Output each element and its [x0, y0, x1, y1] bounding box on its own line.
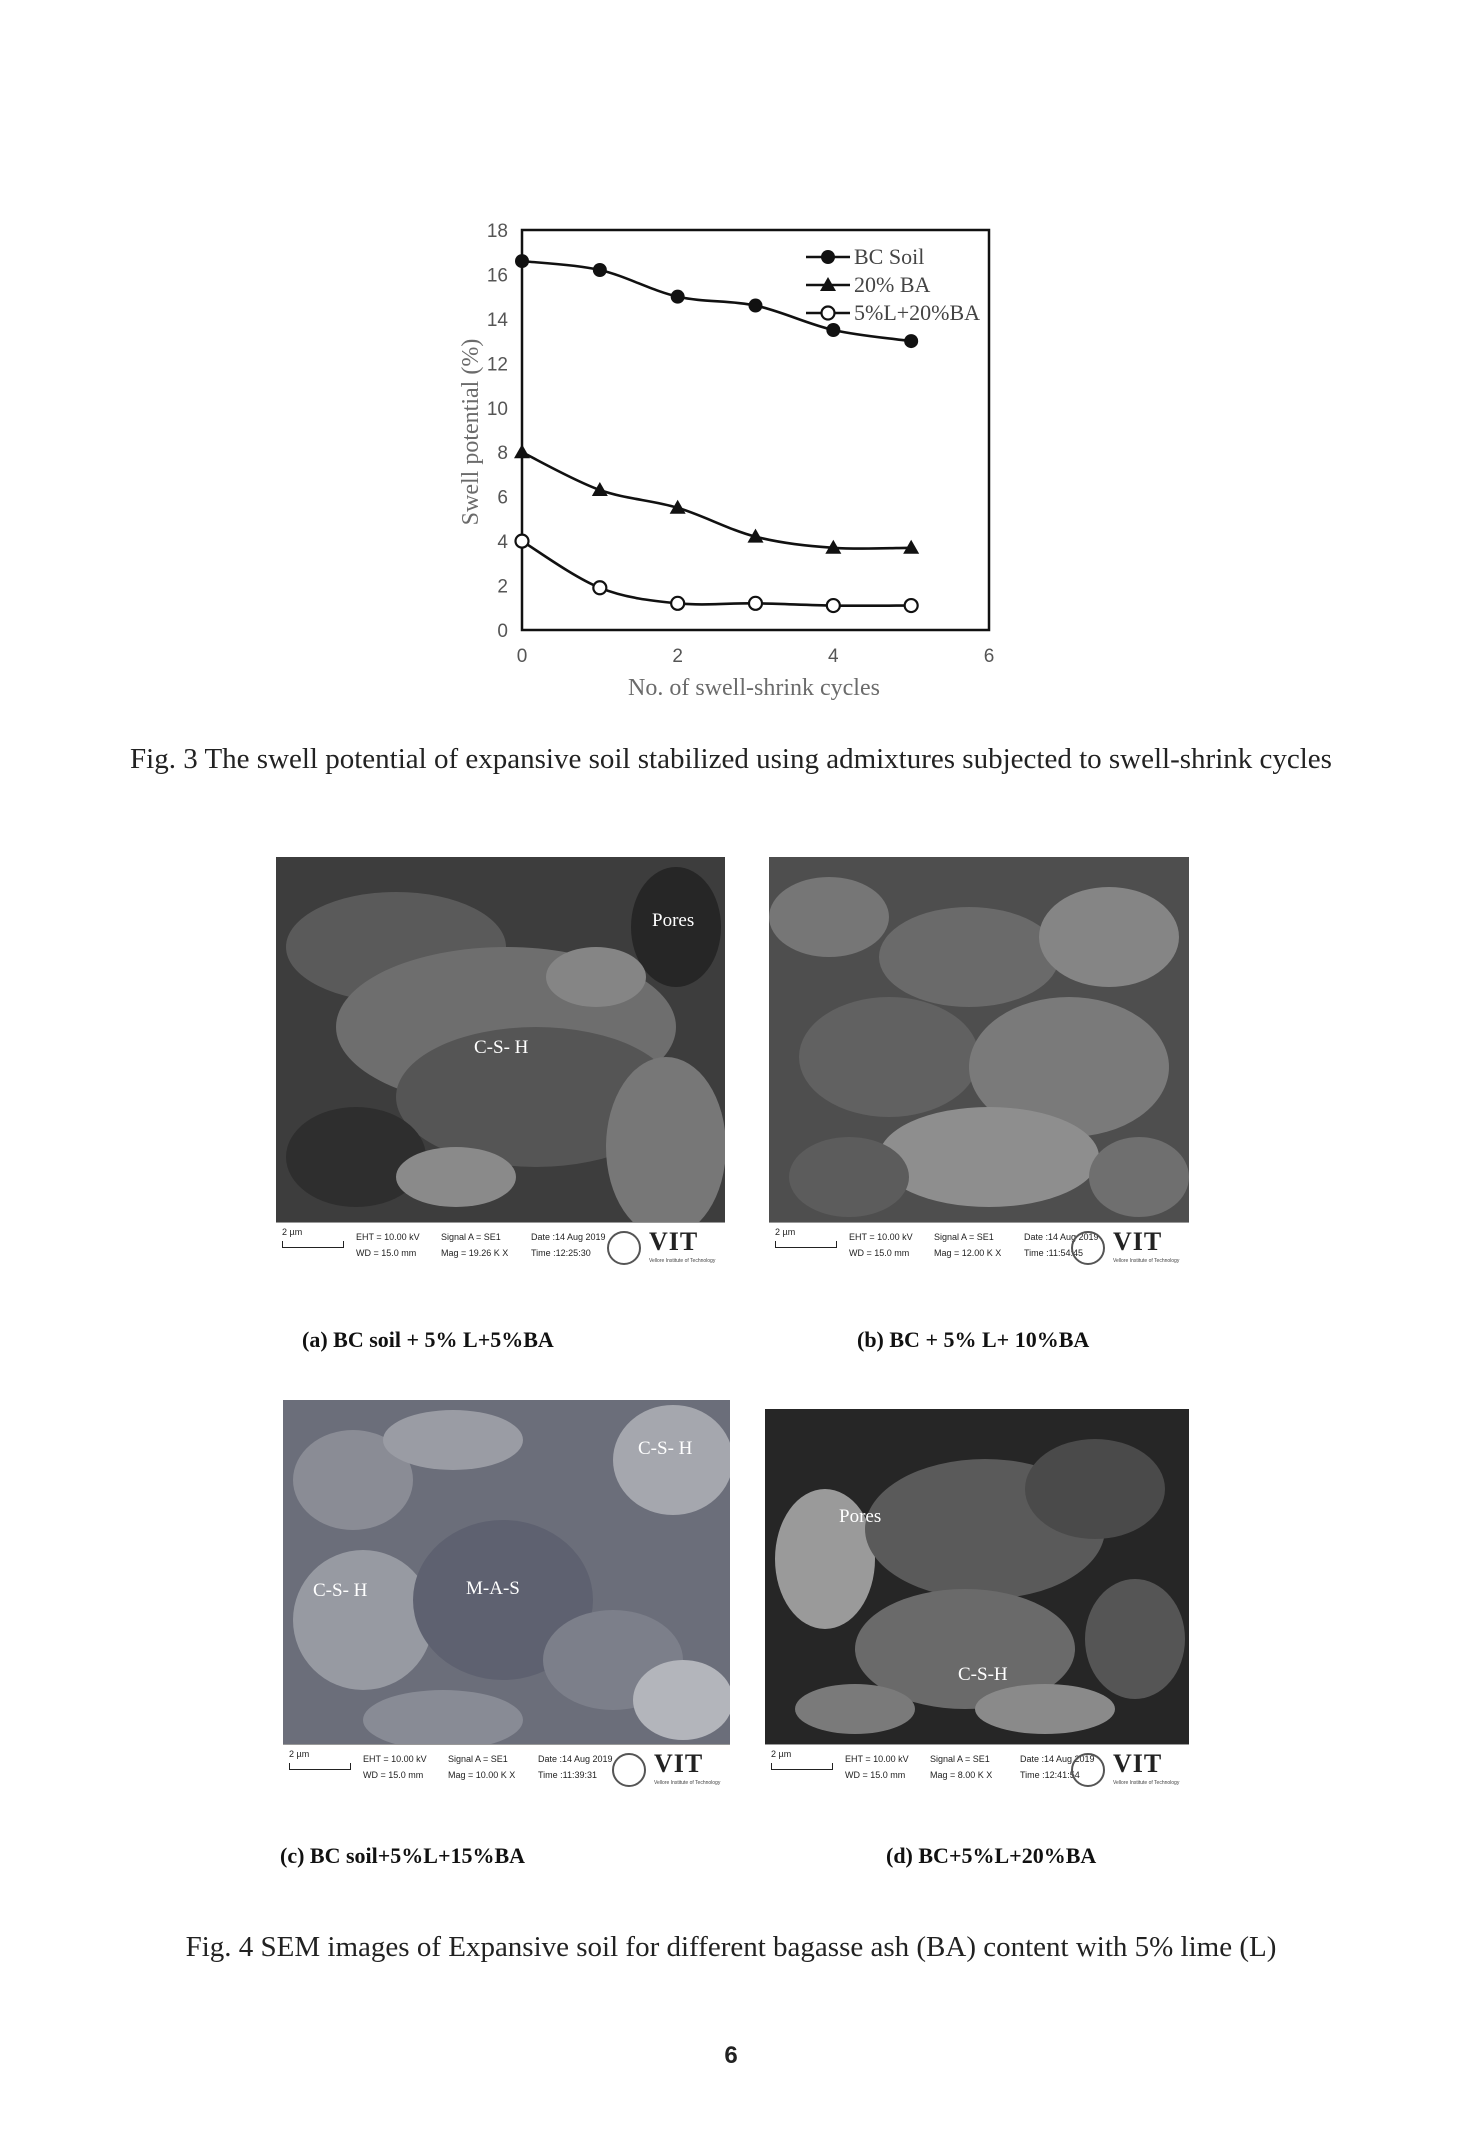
vit-logo-text: VIT: [1113, 1227, 1163, 1256]
vit-logo-subtitle: Vellore Institute of Technology: [649, 1258, 716, 1264]
seal-icon: [1071, 1231, 1105, 1265]
sem-databar-c: [283, 1744, 730, 1797]
x-tick-label: 6: [983, 646, 995, 667]
sem-image-b: [769, 857, 1189, 1275]
vit-logo-subtitle: Vellore Institute of Technology: [1113, 1258, 1180, 1264]
data-point: [749, 597, 762, 610]
scale-label: 2 µm: [282, 1227, 303, 1237]
eht-value: EHT = 10.00 kV: [849, 1232, 913, 1242]
y-tick-label: 18: [486, 221, 508, 242]
data-point: [593, 581, 606, 594]
vit-logo-subtitle: Vellore Institute of Technology: [1113, 1780, 1180, 1786]
data-point: [749, 299, 763, 313]
signal-value: Signal A = SE1: [934, 1232, 994, 1242]
data-point: [593, 263, 607, 277]
legend-label: BC Soil: [854, 244, 925, 269]
vit-logo-text: VIT: [1113, 1749, 1163, 1778]
legend-item: [806, 244, 924, 269]
wd-value: WD = 15.0 mm: [845, 1770, 906, 1780]
series-3: [516, 535, 918, 612]
time-value: Time :12:25:30: [531, 1248, 591, 1258]
y-tick-label: 16: [486, 265, 508, 287]
legend: [806, 244, 980, 325]
y-axis-title: Swell potential (%): [458, 338, 484, 526]
mag-value: Mag = 19.26 K X: [441, 1248, 509, 1258]
y-tick-label: 14: [486, 309, 508, 331]
y-tick-label: 6: [497, 487, 508, 509]
legend-marker: [822, 307, 835, 320]
scale-label: 2 µm: [289, 1749, 310, 1759]
time-value: Time :12:41:54: [1020, 1770, 1080, 1780]
mag-value: Mag = 8.00 K X: [930, 1770, 993, 1780]
vit-logo-subtitle: Vellore Institute of Technology: [654, 1780, 721, 1786]
label-csh: C-S-H: [958, 1664, 1008, 1685]
legend-item: [806, 272, 931, 297]
vit-logo: [1071, 1749, 1181, 1793]
wd-value: WD = 15.0 mm: [363, 1770, 424, 1780]
sem-texture-d: [765, 1409, 1189, 1797]
scale-bar: [282, 1241, 344, 1248]
scale-label: 2 µm: [771, 1749, 792, 1759]
label-csh: C-S- H: [474, 1037, 529, 1058]
date-value: Date :14 Aug 2019: [1024, 1232, 1099, 1242]
date-value: Date :14 Aug 2019: [1020, 1754, 1095, 1764]
time-value: Time :11:39:31: [538, 1770, 598, 1780]
series-line: [522, 452, 911, 548]
signal-value: Signal A = SE1: [930, 1754, 990, 1764]
subcaption-b: (b) BC + 5% L+ 10%BA: [857, 1327, 1090, 1352]
seal-icon: [1071, 1753, 1105, 1787]
vit-logo-text: VIT: [649, 1227, 699, 1256]
signal-value: Signal A = SE1: [441, 1232, 501, 1242]
data-point: [826, 323, 840, 337]
label-csh-top: C-S- H: [638, 1438, 693, 1459]
sem-texture-b: [769, 857, 1189, 1275]
x-tick-label: 4: [828, 646, 839, 667]
mag-value: Mag = 10.00 K X: [448, 1770, 516, 1780]
figure-4-caption: Fig. 4 SEM images of Expansive soil for different bagasse ash (BA) content with 5% lime (L): [185, 1931, 1277, 1963]
figure-3-caption: Fig. 3 The swell potential of expansive soil stabilized using admixtures subjected to swell-shrink cycles: [130, 743, 1332, 775]
wd-value: WD = 15.0 mm: [849, 1248, 910, 1258]
subcaption-c: (c) BC soil+5%L+15%BA: [280, 1843, 526, 1868]
sem-databar-b: [769, 1222, 1189, 1275]
series-2: [514, 444, 919, 554]
y-tick-label: 10: [486, 398, 508, 420]
eht-value: EHT = 10.00 kV: [845, 1754, 909, 1764]
date-value: Date :14 Aug 2019: [531, 1232, 606, 1242]
subcaption-a: (a) BC soil + 5% L+5%BA: [302, 1327, 554, 1352]
legend-label: 20% BA: [854, 272, 931, 297]
label-pores: Pores: [839, 1506, 882, 1527]
legend-label: 5%L+20%BA: [854, 300, 981, 325]
y-tick-label: 4: [497, 532, 508, 554]
data-point: [671, 597, 684, 610]
x-tick-label: 2: [672, 646, 683, 667]
data-point: [904, 334, 918, 348]
page-number: 6: [724, 2042, 738, 2069]
eht-value: EHT = 10.00 kV: [356, 1232, 420, 1242]
sem-image-c: [283, 1400, 730, 1797]
y-tick-label: 0: [497, 621, 508, 642]
scale-bar: [289, 1763, 351, 1770]
sem-databar-d: [765, 1744, 1189, 1797]
date-value: Date :14 Aug 2019: [538, 1754, 613, 1764]
vit-logo: [607, 1227, 717, 1271]
y-tick-label: 2: [497, 576, 508, 598]
eht-value: EHT = 10.00 kV: [363, 1754, 427, 1764]
y-tick-label: 12: [486, 354, 508, 376]
scale-label: 2 µm: [775, 1227, 796, 1237]
series-line: [522, 541, 911, 606]
label-pores: Pores: [652, 910, 695, 931]
y-axis-label: [458, 339, 484, 526]
label-mas: M-A-S: [466, 1578, 520, 1599]
data-point: [905, 599, 918, 612]
mag-value: Mag = 12.00 K X: [934, 1248, 1002, 1258]
sem-image-a: [276, 857, 725, 1275]
seal-icon: [607, 1231, 641, 1265]
subcaption-d: (d) BC+5%L+20%BA: [886, 1843, 1097, 1868]
legend-item: [806, 300, 980, 325]
signal-value: Signal A = SE1: [448, 1754, 508, 1764]
seal-icon: [612, 1753, 646, 1787]
series-line: [522, 261, 911, 341]
x-tick-label: 0: [516, 646, 528, 667]
sem-databar-a: [276, 1222, 725, 1275]
legend-marker: [821, 250, 835, 264]
label-csh-left: C-S- H: [313, 1580, 368, 1601]
data-point: [515, 254, 529, 268]
y-tick-label: 8: [497, 443, 508, 465]
data-point: [514, 444, 530, 458]
vit-logo-text: VIT: [654, 1749, 704, 1778]
wd-value: WD = 15.0 mm: [356, 1248, 417, 1258]
scale-bar: [775, 1241, 837, 1248]
data-point: [827, 599, 840, 612]
x-axis-title: No. of swell-shrink cycles: [628, 675, 880, 701]
time-value: Time :11:54:45: [1024, 1248, 1084, 1258]
sem-image-d: [765, 1409, 1189, 1797]
data-point: [516, 535, 529, 548]
vit-logo: [1071, 1227, 1181, 1271]
data-point: [671, 290, 685, 304]
vit-logo: [612, 1749, 722, 1793]
swell-potential-chart: [440, 210, 1040, 710]
scale-bar: [771, 1763, 833, 1770]
